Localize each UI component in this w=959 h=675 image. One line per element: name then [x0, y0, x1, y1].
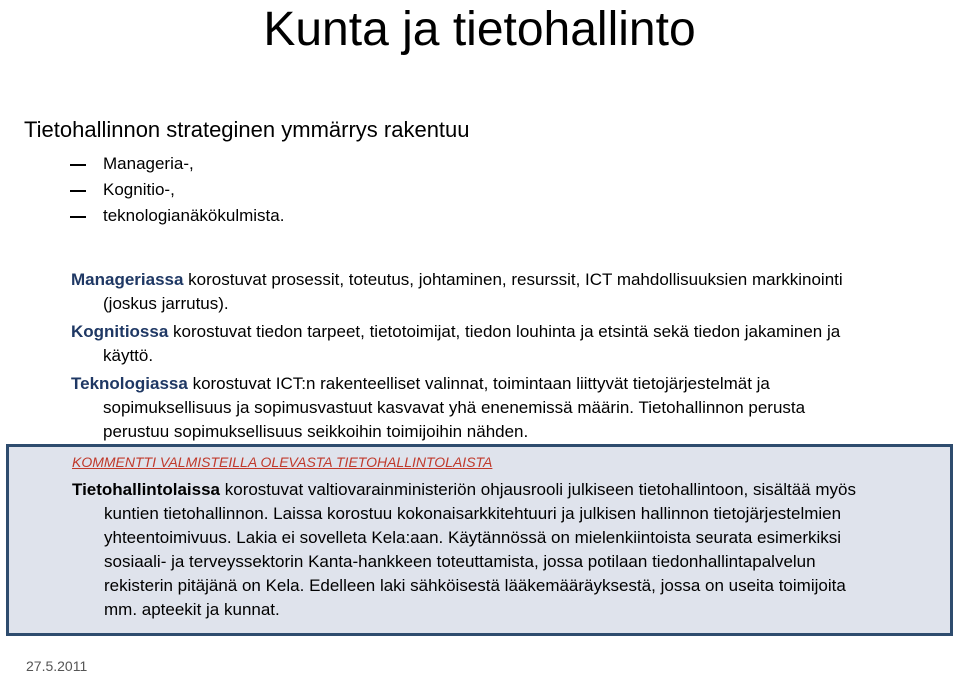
comment-line-2: kuntien tietohallinnon. Laissa korostuu kokonaisarkkitehtuuri ja julkisen hallinnon tietojärjestelmien — [104, 504, 842, 523]
comment-line-4: sosiaali- ja terveyssektorin Kanta-hankkeen toteuttamista, jossa potilaan tiedonhallintapalvelun — [104, 552, 816, 571]
list-item-label: teknologianäkökulmista. — [103, 206, 285, 225]
technology-line-2: sopimuksellisuus ja sopimusvastuut kasvavat yhä enenemissä määrin. Tietohallinnon perusta — [103, 398, 806, 417]
comment-lead: Tietohallintolaissa — [72, 480, 221, 499]
perspective-list — [70, 151, 284, 229]
list-item — [70, 203, 284, 229]
technology-line-3: perustuu sopimuksellisuus seikkoihin toimijoihin nähden. — [103, 422, 529, 441]
cognition-paragraph — [71, 320, 921, 368]
cognition-lead: Kognitiossa — [71, 322, 169, 341]
technology-paragraph — [71, 372, 921, 444]
comment-line-6: mm. apteekit ja kunnat. — [104, 600, 280, 619]
comment-paragraph — [72, 478, 942, 622]
managers-lead: Manageriassa — [71, 270, 184, 289]
managers-line-2: (joskus jarrutus). — [103, 294, 229, 313]
list-item-label: Kognitio-, — [103, 180, 175, 199]
comment-heading: KOMMENTTI VALMISTEILLA OLEVASTA TIETOHALLINTOLAISTA — [72, 454, 493, 470]
slide-date: 27.5.2011 — [26, 658, 88, 674]
cognition-line-1: korostuvat tiedon tarpeet, tietotoimijat, tiedon louhinta ja etsintä sekä tiedon jakaminen ja — [168, 322, 841, 341]
comment-line-1: korostuvat valtiovarainministeriön ohjausrooli julkiseen tietohallintoon, sisältää myös — [220, 480, 856, 499]
subtitle: Tietohallinnon strateginen ymmärrys rakentuu — [24, 117, 470, 142]
managers-paragraph — [71, 268, 921, 316]
dash-bullet-icon — [70, 216, 86, 218]
comment-box — [6, 444, 953, 636]
technology-lead: Teknologiassa — [71, 374, 188, 393]
list-item-label: Manageria-, — [103, 154, 194, 173]
cognition-line-2: käyttö. — [103, 346, 154, 365]
dash-bullet-icon — [70, 190, 86, 192]
list-item — [70, 151, 284, 177]
technology-line-1: korostuvat ICT:n rakenteelliset valinnat, toimintaan liittyvät tietojärjestelmät ja — [187, 374, 770, 393]
comment-line-3: yhteentoimivuus. Lakia ei sovelleta Kela:aan. Käytännössä on mielenkiintoista seurata esimerkiksi — [104, 528, 842, 547]
list-item — [70, 177, 284, 203]
dash-bullet-icon — [70, 164, 86, 166]
slide-title: Kunta ja tietohallinto — [263, 3, 696, 56]
comment-line-5: rekisterin pitäjänä on Kela. Edelleen laki sähköisestä lääkemääräyksestä, jossa on useita toimijoita — [104, 576, 846, 595]
managers-line-1: korostuvat prosessit, toteutus, johtaminen, resurssit, ICT mahdollisuuksien markkinointi — [183, 270, 843, 289]
